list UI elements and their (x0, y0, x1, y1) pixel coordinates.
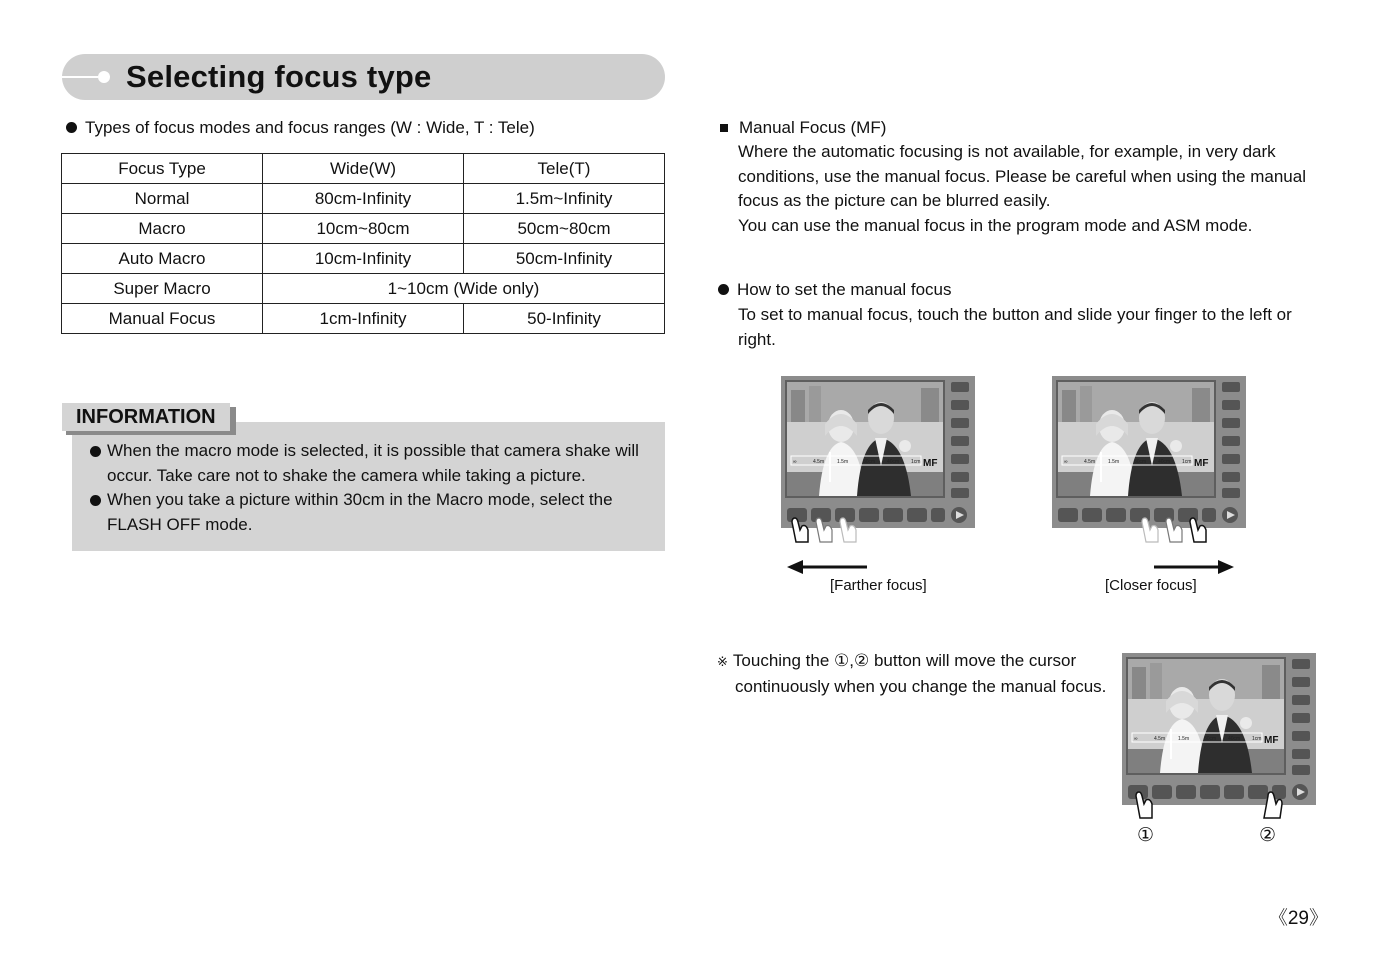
mf-indicator: MF (1264, 735, 1279, 746)
focus-scale-label: 80cm (863, 459, 876, 465)
focus-scale-label: 40cm (1158, 459, 1171, 465)
camera-lcd-illustration (1122, 653, 1316, 805)
table-cell: Manual Focus (62, 304, 263, 334)
caption-farther: [Farther focus] (830, 577, 927, 594)
focus-scale-label: 80cm (1204, 736, 1217, 742)
table-header-cell: Focus Type (62, 154, 263, 184)
focus-scale-label: 1cm (1252, 736, 1262, 742)
table-row (62, 304, 665, 334)
focus-scale-label: 1.5m (837, 459, 849, 465)
note-line: Touching the ①,② button will move the cursor (732, 651, 1077, 670)
table-cell: 1cm-Infinity (263, 304, 464, 334)
table-cell: Macro (62, 214, 263, 244)
note-line: continuously when you change the manual focus. (735, 676, 1107, 696)
mf-indicator: MF (923, 458, 938, 469)
table-cell: 50cm~80cm (464, 214, 665, 244)
table-cell: 1.5m~Infinity (464, 184, 665, 214)
note (717, 649, 1106, 699)
page-number: 《29》 (1268, 908, 1328, 929)
bullet-icon (90, 446, 101, 457)
focus-scale-label: ∞ (1134, 736, 1138, 742)
bullet-icon (718, 284, 729, 295)
manual-focus-heading (718, 116, 886, 141)
table-row (62, 184, 665, 214)
table-cell: 50-Infinity (464, 304, 665, 334)
manual-focus-heading-text: Manual Focus (MF) (739, 118, 887, 137)
marker-1: ① (1137, 825, 1155, 846)
focus-scale-label: 4.5m (1084, 459, 1096, 465)
information-item (90, 439, 660, 488)
table-header-cell: Wide(W) (263, 154, 464, 184)
table-cell: 50cm-Infinity (464, 244, 665, 274)
camera-screen-farther (781, 376, 975, 533)
marker-2: ② (1259, 825, 1277, 846)
table-cell: 10cm-Infinity (263, 244, 464, 274)
focus-range-table (61, 153, 665, 334)
information-item-text: When you take a picture within 30cm in the Macro mode, select the FLASH OFF mode. (107, 490, 613, 534)
focus-scale-label: 4.5m (1154, 736, 1166, 742)
bullet-icon (66, 122, 77, 133)
how-to-heading-text: How to set the manual focus (737, 280, 952, 299)
table-cell: Normal (62, 184, 263, 214)
table-row (62, 214, 665, 244)
table-row (62, 274, 665, 304)
body-line: Where the automatic focusing is not available, for example, in very dark (738, 142, 1276, 161)
table-cell: Super Macro (62, 274, 263, 304)
square-bullet-icon (720, 124, 728, 132)
reference-mark-icon: ※ (717, 654, 728, 669)
camera-lcd-illustration (781, 376, 975, 528)
body-line: focus as the picture can be blurred easily. (738, 191, 1051, 210)
caption-closer: [Closer focus] (1105, 577, 1197, 594)
camera-lcd-illustration (1052, 376, 1246, 528)
manual-focus-body (738, 140, 1306, 238)
types-intro-text: Types of focus modes and focus ranges (W : Wide, T : Tele) (85, 118, 535, 137)
page-title: Selecting focus type (126, 59, 432, 94)
table-cell: 1~10cm (Wide only) (263, 274, 665, 304)
camera-screen-closer (1052, 376, 1246, 533)
table-cell: 80cm-Infinity (263, 184, 464, 214)
body-line: right. (738, 329, 776, 349)
focus-scale-label: 1cm (911, 459, 921, 465)
finger-slide-left-icon (786, 512, 866, 548)
table-cell: Auto Macro (62, 244, 263, 274)
finger-press-icons (1130, 788, 1290, 822)
title-decor-line (62, 76, 98, 78)
table-row (62, 244, 665, 274)
information-heading: INFORMATION (62, 403, 230, 431)
information-item (90, 488, 660, 537)
focus-scale-label: 4.5m (813, 459, 825, 465)
focus-scale-label: 1.5m (1108, 459, 1120, 465)
information-item-text: When the macro mode is selected, it is possible that camera shake will occur. Take care not to shake the camera while taking a picture. (107, 441, 639, 485)
finger-slide-right-icon (1136, 512, 1216, 548)
arrow-right-icon (1152, 558, 1236, 576)
focus-scale-label: 80cm (1134, 459, 1147, 465)
focus-scale-label: ∞ (793, 459, 797, 465)
mf-indicator: MF (1194, 458, 1209, 469)
focus-scale-label: 1cm (1182, 459, 1192, 465)
focus-scale-label: 40cm (887, 459, 900, 465)
focus-scale-label: ∞ (1064, 459, 1068, 465)
focus-scale-label: 1.5m (1178, 736, 1190, 742)
table-header-cell: Tele(T) (464, 154, 665, 184)
how-to-heading (718, 278, 952, 303)
table-header-row (62, 154, 665, 184)
arrow-left-icon (785, 558, 869, 576)
title-decor-dot (98, 71, 110, 83)
bullet-icon (90, 495, 101, 506)
body-line: conditions, use the manual focus. Please be careful when using the manual (738, 166, 1306, 186)
types-intro (66, 116, 535, 141)
body-line: You can use the manual focus in the program mode and ASM mode. (738, 215, 1253, 235)
body-line: To set to manual focus, touch the button and slide your finger to the left or (738, 305, 1292, 324)
camera-screen-buttons (1122, 653, 1316, 810)
focus-scale-label: 40cm (1228, 736, 1241, 742)
table-cell: 10cm~80cm (263, 214, 464, 244)
how-to-body (738, 303, 1292, 352)
